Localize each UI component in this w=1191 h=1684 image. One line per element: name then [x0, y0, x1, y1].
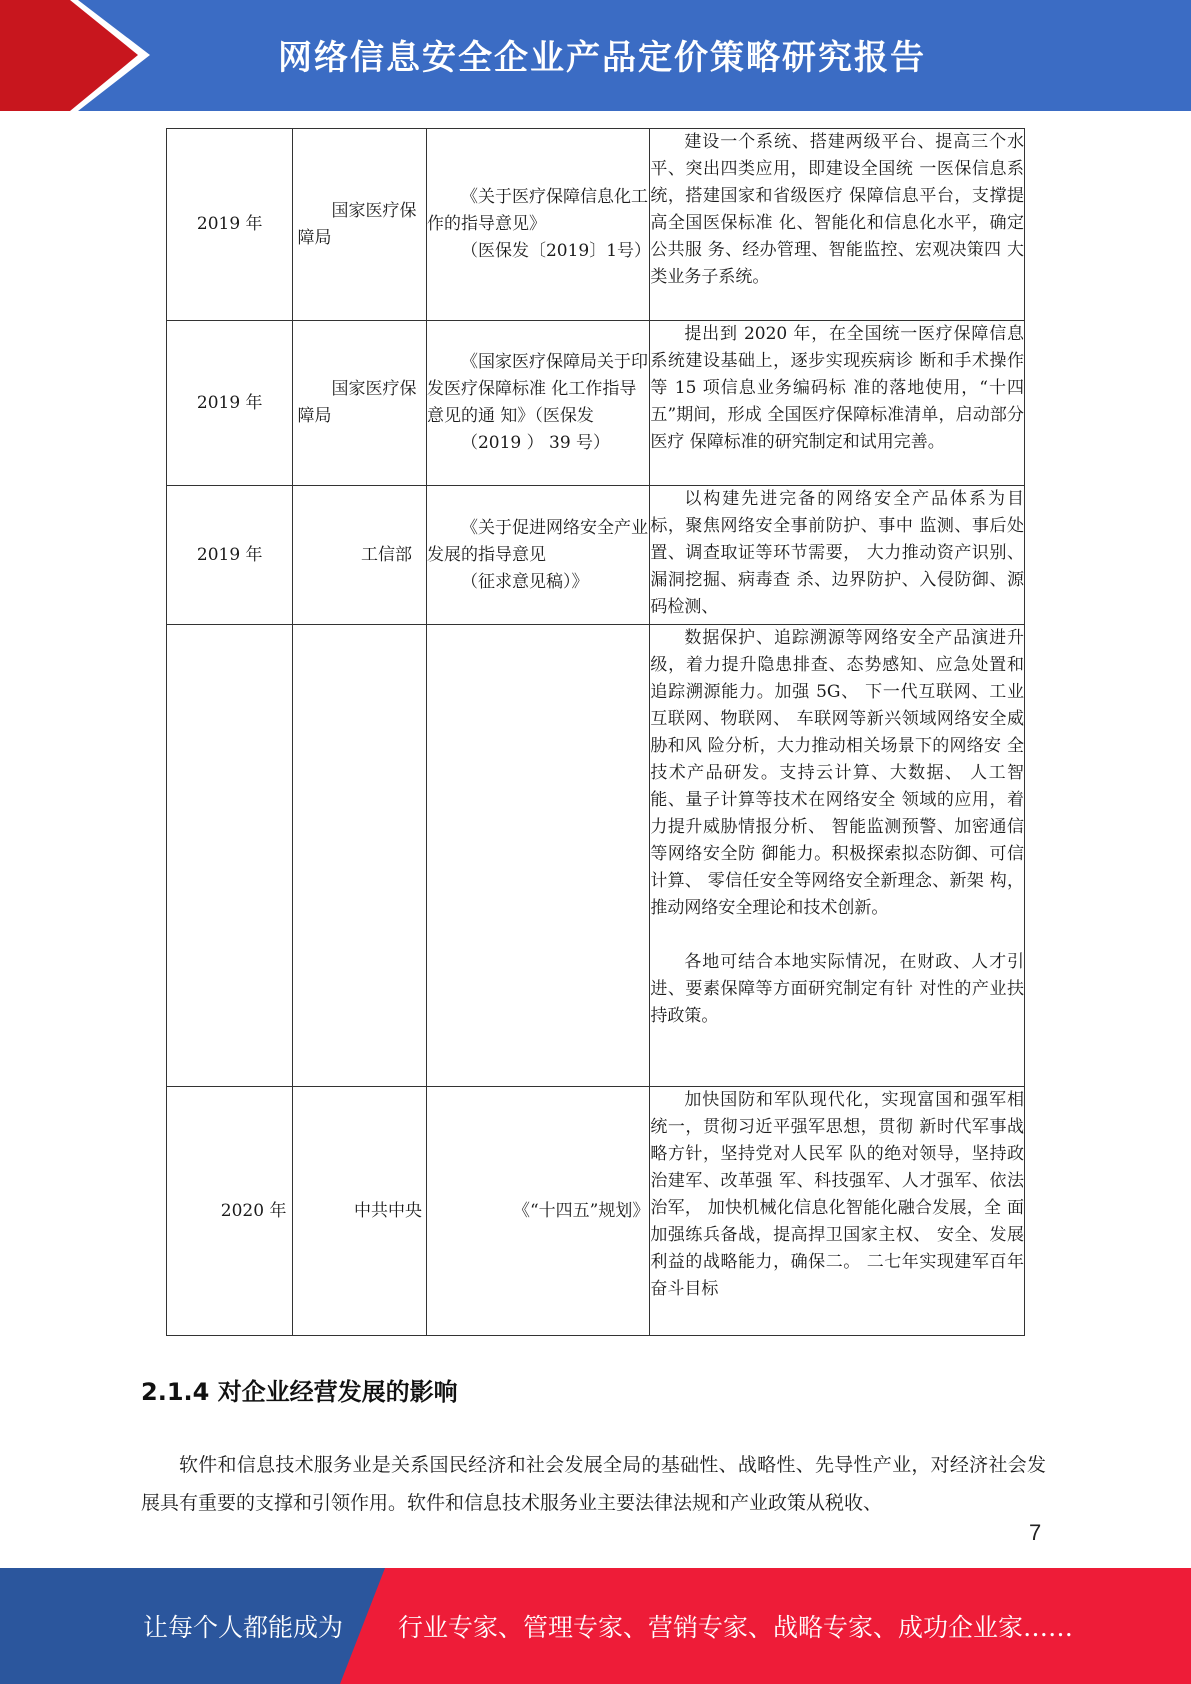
table-row [167, 625, 1025, 1087]
table-row [167, 1087, 1025, 1336]
document-number: （征求意见稿）》 [460, 571, 589, 592]
document-title: 《国家医疗保障局关于印发医疗保障标准 化工作指导意见的通 知》（医保发 [426, 352, 648, 426]
year-cell: 2019 年 [167, 129, 293, 321]
org-text: 国家医疗保障局 [297, 200, 417, 248]
document-cell [426, 129, 652, 321]
content-paragraph: 加快国防和军队现代化，实现富国和强军相统一，贯彻习近平强军思想，贯彻 新时代军事战略方针，坚持党对人民军 队的绝对领导，坚持政治建军、改革强 军、科技强军、人才强军、依法治军， 加快机械化信息化智能化融合发展，全 面加强练兵备战，提高捍卫国家主权、 安全、发展利益的战略能力，确保二。 二七年实现建军百年奋斗目标 [650, 1090, 1024, 1299]
document-title: 《关于医疗保障信息化工作的指导意见》 [426, 187, 648, 234]
org-text: 中共中央 [353, 1200, 422, 1221]
page-number: 7 [1029, 1520, 1042, 1545]
section-heading: 2.1.4 对企业经营发展的影响 [141, 1378, 458, 1406]
content-cell [650, 486, 1025, 625]
table-row [167, 321, 1025, 486]
org-cell [293, 486, 427, 625]
page-header [0, 0, 1191, 111]
document-number: （医保发〔2019〕1号） [460, 241, 652, 261]
policy-table [166, 128, 1025, 1336]
table-row [167, 486, 1025, 625]
org-cell [293, 321, 427, 486]
paragraph-spacer [650, 922, 1024, 949]
content-cell [650, 321, 1025, 486]
document-title: 《“十四五”规划》 [512, 1200, 650, 1221]
year-cell: 2020 年 [167, 1087, 293, 1336]
document-cell [426, 625, 649, 1087]
report-title: 网络信息安全企业产品定价策略研究报告 [278, 38, 926, 78]
content-paragraph: 建设一个系统、搭建两级平台、提高三个水平、突出四类应用，即建设全国统 一医保信息系统，搭建国家和省级医疗 保障信息平台，支撑提高全国医保标准 化、智能化和信息化水平，确定公共服 务、经办管理、智能监控、宏观决策四 大类业务子系统。 [650, 132, 1024, 287]
org-cell [293, 129, 427, 321]
document-title: 《关于促进网络安全产业发展的指导意见 [426, 517, 648, 565]
footer-slogan-right: 行业专家、管理专家、营销专家、战略专家、成功企业家…… [398, 1613, 1074, 1642]
content-paragraph: 数据保护、追踪溯源等网络安全产品演进升级，着力提升隐患排查、态势感知、应急处置和追踪溯源能力。加强 5G、 下一代互联网、工业互联网、物联网、 车联网等新兴领域网络安全威胁和风 险分析，大力推动相关场景下的网络安 全技术产品研发。支持云计算、大数据、 人工智能、量子计算等技术在网络安全 领域的应用，着力提升威胁情报分析、 智能监测预警、加密通信等网络安全防 御能力。积极探索拟态防御、可信计算、 零信任安全等网络安全新理念、新架 构，推动网络安全理论和技术创新。 [650, 628, 1024, 918]
document-cell [426, 321, 649, 486]
table-row [167, 129, 1025, 321]
body-paragraph: 软件和信息技术服务业是关系国民经济和社会发展全局的基础性、战略性、先导性产业，对经济社会发展具有重要的支撑和引领作用。软件和信息技术服务业主要法律法规和产业政策从税收、 [141, 1454, 1046, 1514]
content-cell [650, 129, 1025, 321]
content-paragraph: 以构建先进完备的网络安全产品体系为目标，聚焦网络安全事前防护、事中 监测、事后处置、调查取证等环节需要， 大力推动资产识别、漏洞挖掘、病毒查 杀、边界防护、入侵防御、源码检测、 [650, 489, 1024, 617]
footer-slogan-left: 让每个人都能成为 [143, 1613, 344, 1642]
org-text: 工信部 [360, 544, 412, 565]
year-cell: 2019 年 [167, 486, 293, 625]
content-paragraph: 各地可结合本地实际情况，在财政、人才引进、要素保障等方面研究制定有针 对性的产业扶持政策。 [650, 952, 1024, 1026]
document-cell [426, 486, 649, 625]
org-text: 国家医疗保障局 [297, 379, 417, 426]
document-cell [426, 1087, 649, 1336]
year-cell [167, 625, 293, 1087]
document-number: （2019 ） 39 号） [460, 433, 611, 453]
org-cell [293, 1087, 427, 1336]
header-red-arrow-decoration [0, 0, 138, 111]
org-cell [293, 625, 427, 1087]
page-footer [0, 1568, 1191, 1684]
content-cell [650, 1087, 1025, 1336]
content-paragraph: 提出到 2020 年，在全国统一医疗保障信息系统建设基础上，逐步实现疾病诊 断和手术操作等 15 项信息业务编码标 准的落地使用，“十四五”期间，形成 全国医疗保障标准清单，启动部分医疗 保障标准的研究制定和试用完善。 [650, 324, 1025, 452]
content-cell [650, 625, 1025, 1087]
year-cell: 2019 年 [167, 321, 293, 486]
